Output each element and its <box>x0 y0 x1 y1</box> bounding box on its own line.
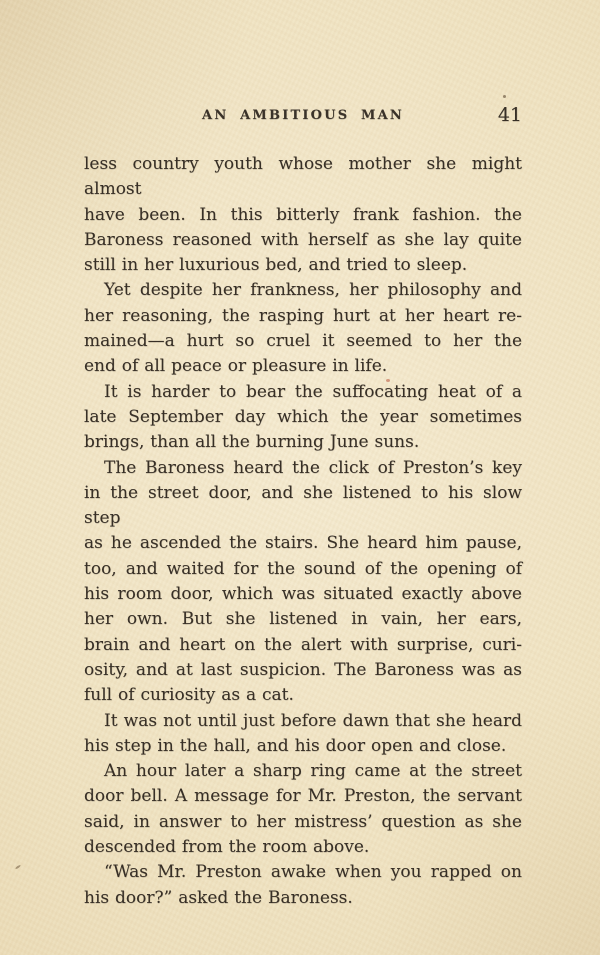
text-line: Baroness reasoned with herself as she lay quite <box>84 229 522 250</box>
text-line: have been. In this bitterly frank fashion. the <box>84 204 522 225</box>
text-line: osity, and at last suspicion. The Baroness was as <box>84 659 522 680</box>
paragraph <box>84 380 522 456</box>
text-line: late September day which the year sometimes <box>84 406 522 427</box>
text-line: his step in the hall, and his door open and close. <box>84 735 507 756</box>
text-line: The Baroness heard the click of Preston’s key <box>104 457 522 478</box>
text-line: door bell. A message for Mr. Preston, the servant <box>84 786 522 807</box>
paper-speck <box>15 864 21 869</box>
text-line: his door?” asked the Baroness. <box>84 887 353 908</box>
running-header <box>84 104 522 132</box>
page-text <box>84 152 522 911</box>
paragraph <box>84 278 522 379</box>
text-line: brain and heart on the alert with surprise, curi- <box>84 634 522 655</box>
text-line: mained—a hurt so cruel it seemed to her the <box>84 331 522 352</box>
text-line: said, in answer to her mistress’ question as she <box>84 811 522 832</box>
text-line: It is harder to bear the suffocating heat of a <box>104 381 522 402</box>
text-line: her own. But she listened in vain, her ears, <box>84 609 522 630</box>
page-number: 41 <box>497 104 522 126</box>
text-line: end of all peace or pleasure in life. <box>84 356 388 377</box>
running-header-title: AN AMBITIOUS MAN <box>202 108 404 123</box>
paragraph <box>84 152 522 278</box>
text-line: “Was Mr. Preston awake when you rapped on <box>104 862 522 883</box>
text-line: It was not until just before dawn that she heard <box>104 710 522 731</box>
text-line: less country youth whose mother she might almost <box>84 154 522 200</box>
paragraph <box>84 709 522 760</box>
text-line: still in her luxurious bed, and tried to sleep. <box>84 255 468 276</box>
text-line: as he ascended the stairs. She heard him pause, <box>84 533 522 554</box>
paragraph <box>84 759 522 860</box>
text-line: full of curiosity as a cat. <box>84 685 294 706</box>
text-line: Yet despite her frankness, her philosophy and <box>104 280 522 301</box>
page-content <box>84 104 522 911</box>
text-line: her reasoning, the rasping hurt at her heart re- <box>84 305 522 326</box>
text-line: brings, than all the burning June suns. <box>84 432 420 453</box>
text-line: descended from the room above. <box>84 837 370 858</box>
text-line: his room door, which was situated exactly above <box>84 584 522 605</box>
paragraph <box>84 860 522 911</box>
text-line: An hour later a sharp ring came at the street <box>104 761 522 782</box>
paragraph <box>84 456 522 709</box>
text-line: in the street door, and she listened to his slow step <box>84 482 522 529</box>
text-line: too, and waited for the sound of the opening of <box>84 558 522 579</box>
paper-speck <box>503 95 506 98</box>
